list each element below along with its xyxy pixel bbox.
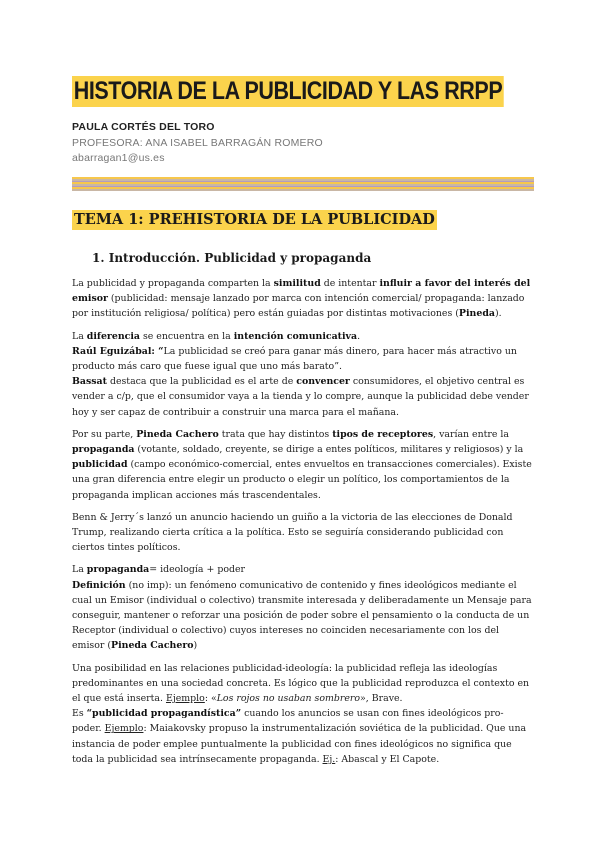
text: = ideología + poder <box>149 564 246 576</box>
bold-text: “publicidad propagandística” <box>86 708 242 720</box>
text: Una posibilidad en las relaciones publicidad-ideología: la publicidad refleja las ideologías predominantes en una sociedad concreta. Es lógico que la publicidad reproduzca el contexto en el que está inserta. <box>72 662 530 705</box>
underlined-text: Ejemplo <box>165 693 205 705</box>
text: La <box>72 330 87 342</box>
underlined-text: Ej. <box>322 753 336 765</box>
text: cuando los anuncios se usan con fines ideológicos pro-poder. <box>72 708 504 735</box>
bold-text: Pineda <box>458 308 495 320</box>
bold-text: propaganda <box>86 564 150 576</box>
bold-text: Pineda Cachero <box>136 428 219 440</box>
document-title: HISTORIA DE LA PUBLICIDAD Y LAS RRPP <box>73 77 503 105</box>
bold-text: similitud <box>273 278 321 289</box>
underlined-text: Ejemplo <box>104 723 144 735</box>
bold-text: publicidad <box>72 459 128 471</box>
paragraph-3 <box>72 427 532 503</box>
bold-text: tipos de receptores <box>332 428 434 440</box>
text: consumidores, el objetivo central es vender a c/p, que el consumidor vaya a la tienda y lo compre, aunque la publicidad debe vender hoy y ser capaz de contribuir a construir una marca para el mañana. <box>72 376 529 418</box>
text: : Maiakovsky propuso la instrumentalización soviética de la publicidad. Que una instancia de poder emplee puntualmente la publicidad con fines ideológicos no significa que toda la publicidad sea intrínsecamente propaganda. <box>72 723 527 765</box>
bold-text: Definición <box>72 579 126 591</box>
text: , varían entre la <box>433 428 510 440</box>
text: de intentar <box>320 278 380 289</box>
bold-text: diferencia <box>86 330 140 342</box>
paragraph-6 <box>72 661 532 767</box>
bold-text: propaganda <box>72 444 135 456</box>
email-address: abarragan1@us.es <box>72 152 165 164</box>
text: : Abascal y El Capote. <box>335 753 440 765</box>
text: (campo económico-comercial, entes envueltos en transacciones comerciales). Existe una gran diferencia entre elegir un producto o elegir un político, los comportamientos de la propaganda implican acciones más trascendentales. <box>72 459 532 501</box>
text: (no imp): un fenómeno comunicativo de contenido y fines ideológicos mediante el cual un Emisor (individual o colectivo) transmite interesada y deliberadamente un Mensaje para conseguir, mantener o reforzar una posición de poder sobre el pensamiento o la conducta de un Receptor (individual o colectivo) cuyos intereses no coinciden necesariamente con los del emisor ( <box>72 579 532 652</box>
paragraph-5 <box>72 562 532 653</box>
bold-text: intención comunicativa <box>233 330 358 342</box>
text: trata que hay distintos <box>218 428 333 440</box>
text: La <box>72 564 87 576</box>
tema-heading: TEMA 1: PREHISTORIA DE LA PUBLICIDAD <box>74 211 435 228</box>
header-divider <box>72 177 534 191</box>
bold-text: “ <box>158 345 164 357</box>
paragraph-4: Benn & Jerry´s lanzó un anuncio haciendo un guiño a la victoria de las elecciones de Donald Trump, realizando cierta crítica a la política. Esto se seguiría considerando publicidad con ciertos tintes políticos. <box>72 511 513 554</box>
teacher-name: PROFESORA: ANA ISABEL BARRAGÁN ROMERO <box>72 137 323 149</box>
bold-text: influir a favor del interés del emisor <box>72 278 531 305</box>
text: destaca que la publicidad es el arte de <box>106 376 297 388</box>
bold-text: Bassat <box>72 376 107 388</box>
text: (votante, soldado, creyente, se dirige a entes políticos, militares y religiosos) y la <box>134 444 524 456</box>
bold-text: Raúl Eguizábal: <box>72 345 159 357</box>
text: ) <box>193 640 198 652</box>
bold-text: convencer <box>296 376 350 388</box>
text: », Brave. <box>360 693 403 705</box>
text: Por su parte, <box>72 428 137 440</box>
paragraph-1 <box>72 276 532 322</box>
section-heading: 1. Introducción. Publicidad y propaganda <box>92 251 372 265</box>
text: ). <box>494 308 502 320</box>
italic-text: Los rojos no usaban sombrero <box>216 693 361 705</box>
text: se encuentra en la <box>139 330 234 342</box>
author-name: PAULA CORTÉS DEL TORO <box>72 121 215 133</box>
text: La publicidad se creó para ganar más dinero, para hacer más atractivo un producto más caro que fuese igual que uno más barato”. <box>72 345 517 373</box>
bold-text: Pineda Cachero <box>111 640 194 652</box>
text: (publicidad: mensaje lanzado por marca con intención comercial/ propaganda: lanzado por institución religiosa/ política) pero están guiadas por distintas motivaciones ( <box>72 293 525 320</box>
paragraph-2 <box>72 329 532 420</box>
text: . <box>357 330 361 342</box>
body-text <box>72 276 532 774</box>
text: La publicidad y propaganda comparten la <box>72 278 274 289</box>
text: : « <box>204 693 217 705</box>
text: Es <box>72 708 87 720</box>
